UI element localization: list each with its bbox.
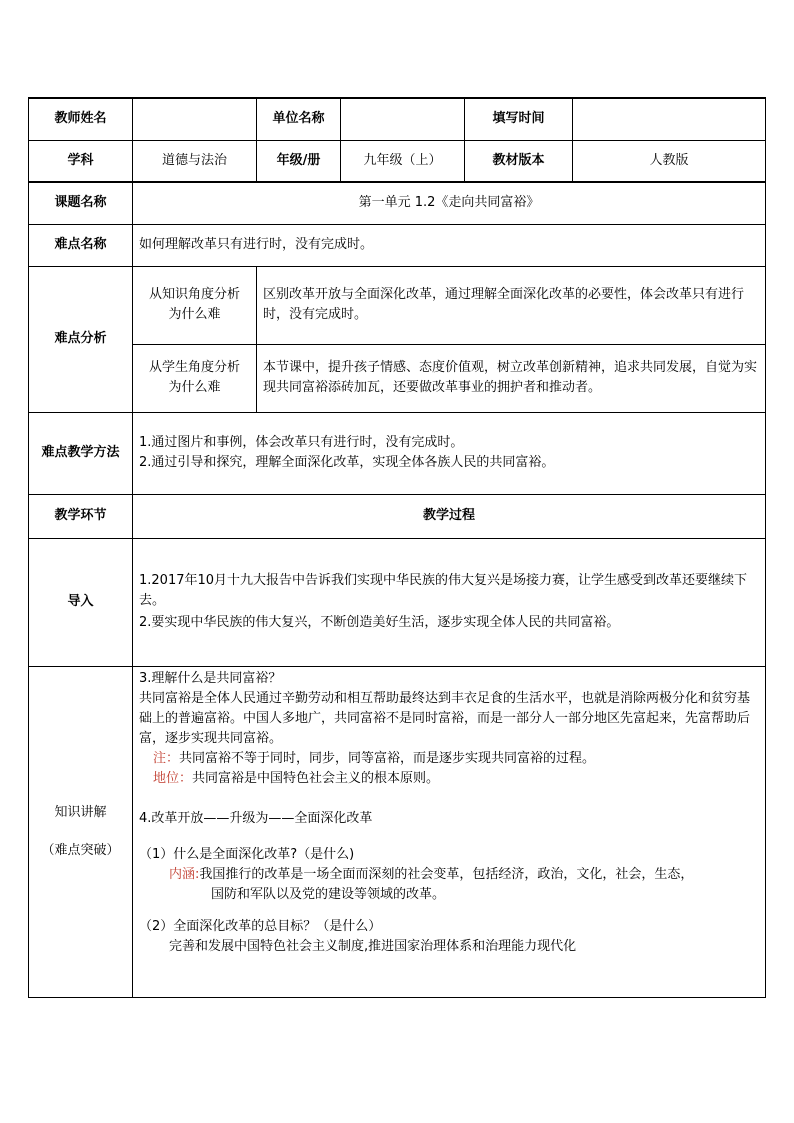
question-3: 3.理解什么是共同富裕？ [139,670,282,686]
intro-line-1: 1.2017年10月十九大报告中告诉我们实现中华民族的伟大复兴是场接力赛，让学生感受到改革还要继续下去。 [139,573,748,608]
difficulty-value: 如何理解改革只有进行时，没有完成时。 [133,224,766,266]
position-line [139,769,759,789]
common-prosperity-definition: 共同富裕是全体人民通过辛勤劳动和相互帮助最终达到丰衣足食的生活水平，也就是消除两极分化和贫穷基础上的普遍富裕。中国人多地广，共同富裕不是同时富裕，而是一部分人一部分地区先富起来，先富帮助后富，逐步实现共同富裕。 [139,690,751,746]
position-label: 地位： [153,770,193,786]
grade-value: 九年级（上） [341,140,465,182]
meaning-line-2: 国防和军队以及党的建设等领域的改革。 [211,886,446,902]
meaning-label: 内涵: [169,866,200,882]
sub-question-2: （2）全面深化改革的总目标？（是什么） [139,918,382,934]
topic-value: 第一单元 1.2《走向共同富裕》 [133,182,766,224]
unit-value [341,98,465,140]
knowledge-angle-label: 从知识角度分析为什么难 [133,266,257,344]
teacher-label: 教师姓名 [29,98,133,140]
grade-label: 年级/册 [257,140,341,182]
note-text: 共同富裕不等于同时，同步，同等富裕，而是逐步实现共同富裕的过程。 [179,750,596,766]
position-text: 共同富裕是中国特色社会主义的根本原则。 [192,770,440,786]
edition-label: 教材版本 [465,140,573,182]
analysis-row-student [29,344,766,412]
knowledge-angle-value: 区别改革开放与全面深化改革，通过理解全面深化改革的必要性，体会改革只有进行时，没有完成时。 [257,266,766,344]
edition-value: 人教版 [573,140,766,182]
teacher-value [133,98,257,140]
header-row-1 [29,98,766,140]
date-label: 填写时间 [465,98,573,140]
process-label: 教学过程 [133,494,766,538]
meaning-text-1: 我国推行的改革是一场全面而深刻的社会变革，包括经济，政治，文化，社会，生态， [199,866,694,882]
method-line-2: 2.通过引导和探究，理解全面深化改革，实现全体各族人民的共同富裕。 [139,455,555,470]
method-label: 难点教学方法 [29,412,133,494]
lesson-plan-table [28,97,766,998]
intro-label: 导入 [29,538,133,666]
process-header-row [29,494,766,538]
difficulty-label: 难点名称 [29,224,133,266]
knowledge-label-cell [29,666,133,997]
unit-label: 单位名称 [257,98,341,140]
subject-value: 道德与法治 [133,140,257,182]
knowledge-sublabel: （难点突破） [41,842,120,858]
lesson-plan-sheet [28,97,765,998]
student-angle-label: 从学生角度分析为什么难 [133,344,257,412]
analysis-row-knowledge [29,266,766,344]
meaning-line-1 [139,865,759,885]
knowledge-content [133,666,766,997]
topic-row [29,182,766,224]
student-angle-value: 本节课中，提升孩子情感、态度价值观，树立改革创新精神，追求共同发展，自觉为实现共同富裕添砖加瓦，还要做改革事业的拥护者和推动者。 [257,344,766,412]
date-value [573,98,766,140]
analysis-label: 难点分析 [29,266,133,412]
knowledge-row [29,666,766,997]
stage-label: 教学环节 [29,494,133,538]
header-row-2 [29,140,766,182]
goal-text: 完善和发展中国特色社会主义制度,推进国家治理体系和治理能力现代化 [169,938,577,954]
note-label: 注： [153,750,180,766]
intro-content [133,538,766,666]
note-line [139,749,759,769]
method-line-1: 1.通过图片和事例，体会改革只有进行时，没有完成时。 [139,435,464,450]
knowledge-label: 知识讲解 [54,804,107,820]
sub-question-1: （1）什么是全面深化改革?（是什么) [139,846,355,862]
method-value [133,412,766,494]
difficulty-row [29,224,766,266]
topic-label: 课题名称 [29,182,133,224]
intro-line-2: 2.要实现中华民族的伟大复兴，不断创造美好生活，逐步实现全体人民的共同富裕。 [139,615,620,630]
question-4: 4.改革开放——升级为——全面深化改革 [139,810,373,826]
method-row [29,412,766,494]
intro-row [29,538,766,666]
subject-label: 学科 [29,140,133,182]
